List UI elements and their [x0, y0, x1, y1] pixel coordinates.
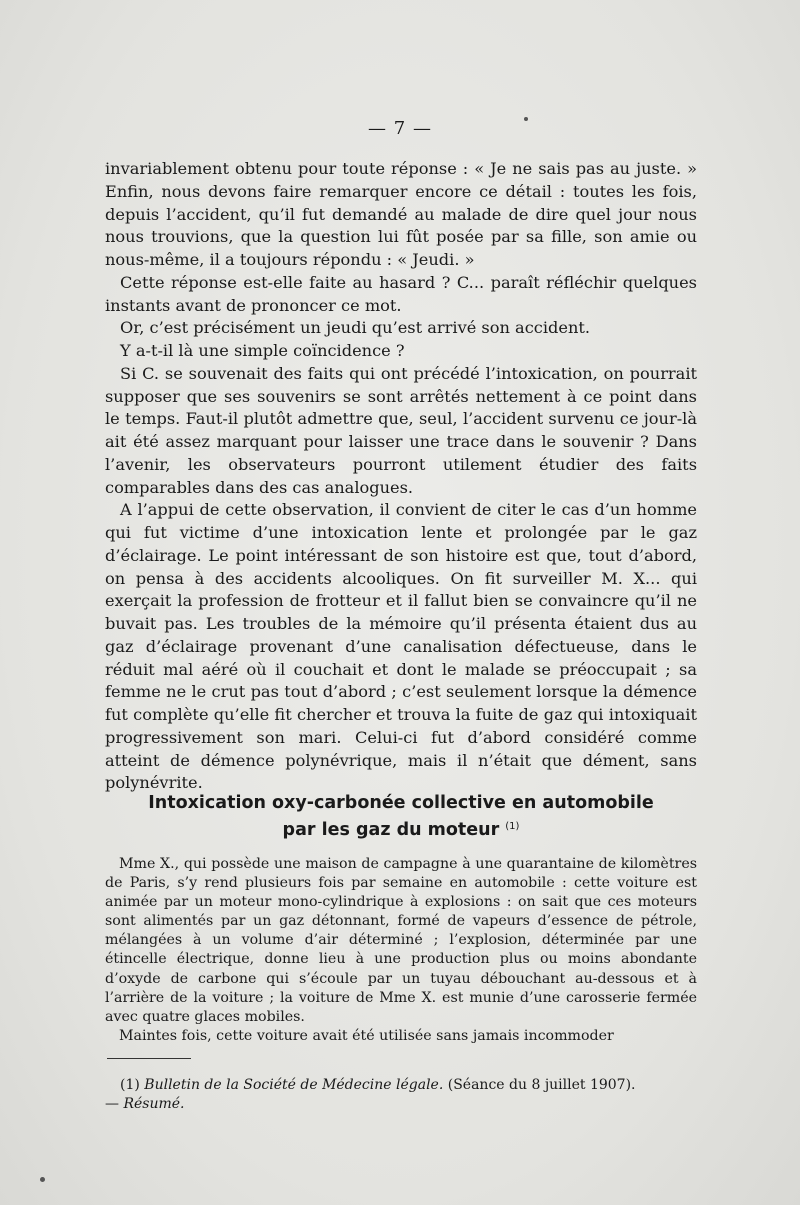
- footnote-summary: Résumé.: [123, 1096, 185, 1112]
- section-title-text: par les gaz du moteur: [282, 820, 500, 840]
- section-text: [105, 855, 697, 1046]
- main-text: [105, 158, 697, 795]
- page-number: — 7 —: [368, 118, 432, 139]
- footnote-text: [105, 1076, 697, 1114]
- section-title: [105, 792, 697, 842]
- footnote-dash: —: [105, 1096, 119, 1112]
- paragraph: Or, c’est précisément un jeudi qu’est arrivé son accident.: [120, 318, 591, 338]
- section-title-line-2: [105, 815, 697, 842]
- section-title-line-1: Intoxication oxy-carbonée collective en automobile: [148, 793, 654, 813]
- footnote-divider: [107, 1058, 191, 1059]
- paragraph: Y a-t-il là une simple coïncidence ?: [120, 341, 405, 360]
- paragraph: Mme X., qui possède une maison de campagne à une quarantaine de kilomètres de Paris, s’y rend plusieurs fois par semaine en automobile : cette voiture est animée par un moteur mono-cylindrique à explosions : on sait que ces moteurs sont alimentés par un gaz détonnant, formé de vapeurs d’essence de pétrole, mélangées à un volume d’air déterminé ; l’explosion, déterminée par une étincelle électrique, donne lieu à une production plus ou moins abondante d’oxyde de carbone qui s’écoule par un tuyau débouchant au-dessous et à l’arrière de la voiture ; la voiture de Mme X. est munie d’une carosserie fermée avec quatre glaces mobiles.: [105, 856, 697, 1025]
- paragraph: invariablement obtenu pour toute réponse : « Je ne sais pas au juste. » Enfin, nous devons faire remarquer encore ce détail : toutes les fois, depuis l’accident, qu’il fut demandé au malade de dire quel jour nous nous trouvions, que la question lui fût posée par sa fille, son amie ou nous-même, il a toujours répondu : « Jeudi. »: [105, 159, 697, 269]
- footnote-marker: (1): [120, 1077, 140, 1093]
- paper-speck: [524, 117, 528, 121]
- paragraph: Si C. se souvenait des faits qui ont précédé l’intoxication, on pourrait supposer que ses souvenirs se sont arrêtés nettement à ce point dans le temps. Faut-il plutôt admettre que, seul, l’accident survenu ce jour-là ait été assez marquant pour laisser une trace dans le souvenir ? Dans l’avenir, les observateurs pourront utilement étudier des faits comparables dans des cas analogues.: [105, 363, 697, 497]
- paper-speck: [40, 1177, 45, 1182]
- paragraph: A l’appui de cette observation, il convient de citer le cas d’un homme qui fut victime d’une intoxication lente et prolongée par le gaz d’éclairage. Le point intéressant de son histoire est que, tout d’abord, on pensa à des accidents alcooliques. On fit surveiller M. X... qui exerçait la profession de frotteur et il fallut bien se convaincre qu’il ne buvait pas. Les troubles de la mémoire qu’il présenta étaient dus au gaz d’éclairage provenant d’une canalisation défectueuse, dans le réduit mal aéré où il couchait et dont le malade se préoccupait ; sa femme ne le crut pas tout d’abord ; c’est seulement lorsque la démence fut complète qu’elle fit chercher et trouva la fuite de gaz qui intoxiquait progressivement son mari. Celui-ci fut d’abord considéré comme atteint de démence polynévrique, mais il n’était que dément, sans polynévrite.: [105, 500, 697, 793]
- footnote-source: Bulletin de la Société de Médecine légale.: [144, 1077, 444, 1093]
- footnote-reference: (1): [505, 821, 520, 832]
- footnote-session: (Séance du 8 juillet 1907).: [447, 1077, 636, 1093]
- footnote: [105, 1076, 697, 1114]
- paragraph: Maintes fois, cette voiture avait été utilisée sans jamais incommoder: [119, 1027, 614, 1044]
- paragraph: Cette réponse est-elle faite au hasard ? C... paraît réfléchir quelques instants avant de prononcer ce mot.: [105, 272, 697, 315]
